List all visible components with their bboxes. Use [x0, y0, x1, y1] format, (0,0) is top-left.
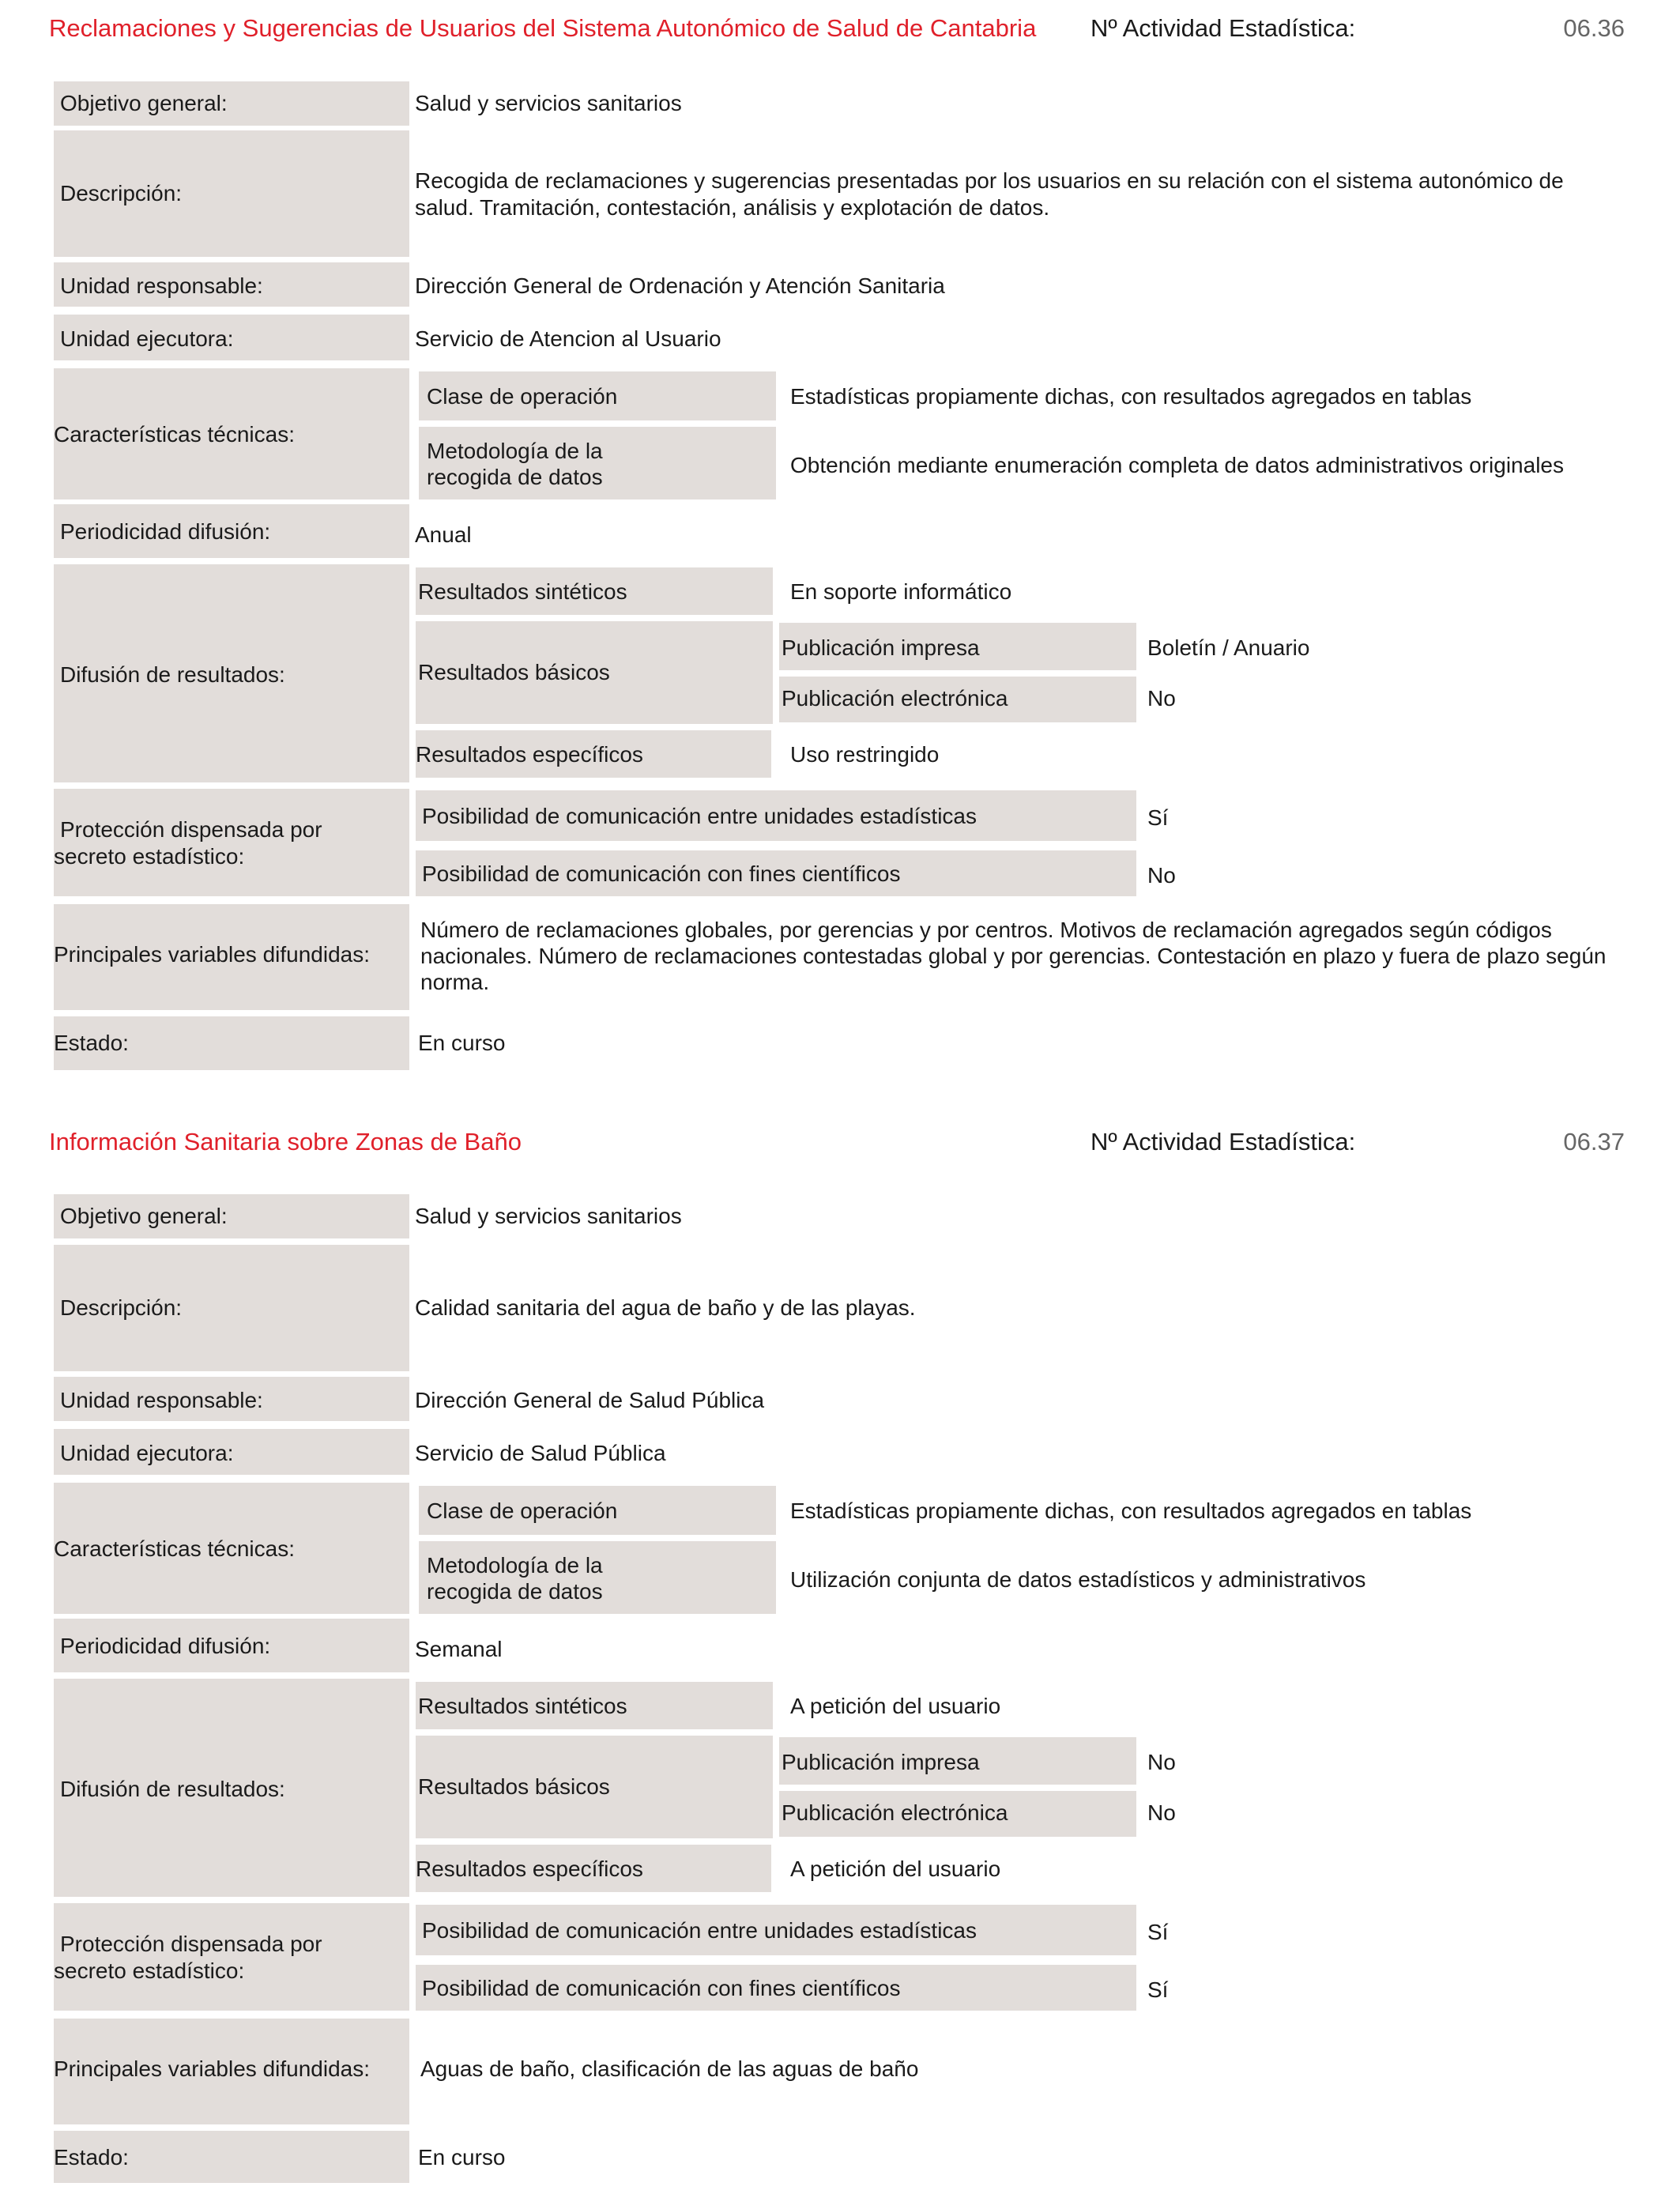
com-cientificos-value: Sí — [1147, 1977, 1169, 2002]
unidad-responsable-label: Unidad responsable: — [60, 273, 263, 298]
sinteticos-label: Resultados sintéticos — [418, 1694, 627, 1718]
activity-number: 06.36 — [1563, 14, 1625, 42]
periodicidad-label: Periodicidad difusión: — [60, 1634, 271, 1658]
basicos-label: Resultados básicos — [418, 660, 610, 684]
unidad-ejecutora-value: Servicio de Atencion al Usuario — [415, 326, 721, 351]
variables-value: Aguas de baño, clasificación de las aguas de baño — [420, 2056, 919, 2081]
especificos-label: Resultados específicos — [416, 742, 643, 767]
com-unidades-value: Sí — [1147, 805, 1169, 830]
pub-impresa-label: Publicación impresa — [782, 1750, 980, 1774]
objetivo-label: Objetivo general: — [60, 91, 228, 115]
proteccion-label: Protección dispensada por secreto estadístico: — [54, 1932, 322, 1983]
pub-impresa-value: No — [1147, 1750, 1176, 1774]
pub-electronica-label: Publicación electrónica — [782, 1800, 1008, 1825]
unidad-responsable-label: Unidad responsable: — [60, 1388, 263, 1412]
variables-label: Principales variables difundidas: — [54, 942, 370, 967]
activity-number-label: Nº Actividad Estadística: — [1090, 14, 1356, 42]
metodologia-label: Metodología de la recogida de datos — [427, 439, 603, 489]
estado-value: En curso — [418, 2145, 506, 2169]
caracteristicas-label: Características técnicas: — [54, 422, 295, 447]
activity-number: 06.37 — [1563, 1128, 1625, 1155]
clase-operacion-value: Estadísticas propiamente dichas, con resultados agregados en tablas — [790, 384, 1472, 409]
objetivo-label: Objetivo general: — [60, 1204, 228, 1228]
descripcion-value: Calidad sanitaria del agua de baño y de las playas. — [415, 1295, 916, 1320]
proteccion-label: Protección dispensada por secreto estadístico: — [54, 817, 322, 869]
estado-label: Estado: — [54, 2145, 129, 2169]
periodicidad-value: Anual — [415, 522, 472, 547]
objetivo-value: Salud y servicios sanitarios — [415, 91, 682, 115]
metodologia-value: Utilización conjunta de datos estadísticos y administrativos — [790, 1567, 1366, 1592]
pub-electronica-label: Publicación electrónica — [782, 686, 1008, 711]
descripcion-label: Descripción: — [60, 181, 183, 205]
sinteticos-value: A petición del usuario — [790, 1694, 1001, 1718]
com-cientificos-label: Posibilidad de comunicación con fines científicos — [422, 1976, 901, 2000]
metodologia-value: Obtención mediante enumeración completa de datos administrativos originales — [790, 453, 1564, 477]
basicos-label: Resultados básicos — [418, 1774, 610, 1799]
unidad-ejecutora-label: Unidad ejecutora: — [60, 326, 234, 351]
section-title: Información Sanitaria sobre Zonas de Baño — [49, 1128, 522, 1155]
clase-operacion-value: Estadísticas propiamente dichas, con resultados agregados en tablas — [790, 1498, 1472, 1523]
pub-impresa-value: Boletín / Anuario — [1147, 635, 1310, 660]
pub-electronica-value: No — [1147, 686, 1176, 711]
sinteticos-value: En soporte informático — [790, 579, 1012, 604]
clase-operacion-label: Clase de operación — [427, 384, 618, 409]
especificos-value: Uso restringido — [790, 742, 940, 767]
unidad-ejecutora-value: Servicio de Salud Pública — [415, 1441, 666, 1465]
periodicidad-label: Periodicidad difusión: — [60, 519, 271, 544]
unidad-responsable-value: Dirección General de Ordenación y Atención Sanitaria — [415, 273, 945, 298]
section-title: Reclamaciones y Sugerencias de Usuarios del Sistema Autonómico de Salud de Cantabria — [49, 14, 1037, 42]
activity-number-label: Nº Actividad Estadística: — [1090, 1128, 1356, 1155]
periodicidad-value: Semanal — [415, 1637, 503, 1661]
especificos-value: A petición del usuario — [790, 1857, 1001, 1881]
com-unidades-label: Posibilidad de comunicación entre unidades estadísticas — [422, 1918, 977, 1943]
sinteticos-label: Resultados sintéticos — [418, 579, 627, 604]
estado-value: En curso — [418, 1031, 506, 1055]
com-cientificos-label: Posibilidad de comunicación con fines científicos — [422, 861, 901, 886]
com-cientificos-value: No — [1147, 863, 1176, 888]
difusion-label: Difusión de resultados: — [60, 662, 285, 687]
especificos-label: Resultados específicos — [416, 1857, 643, 1881]
metodologia-label: Metodología de la recogida de datos — [427, 1553, 603, 1604]
descripcion-label: Descripción: — [60, 1295, 183, 1320]
pub-impresa-label: Publicación impresa — [782, 635, 980, 660]
unidad-ejecutora-label: Unidad ejecutora: — [60, 1441, 234, 1465]
section-06-37 — [0, 1113, 1680, 2194]
difusion-label: Difusión de resultados: — [60, 1777, 285, 1801]
objetivo-value: Salud y servicios sanitarios — [415, 1204, 682, 1228]
com-unidades-value: Sí — [1147, 1920, 1169, 1944]
estado-label: Estado: — [54, 1031, 129, 1055]
descripcion-value: Recogida de reclamaciones y sugerencias presentadas por los usuarios en su relación con el sistema autonómico de salud. Tramitación, contestación, análisis y explotación de datos. — [415, 168, 1564, 220]
com-unidades-label: Posibilidad de comunicación entre unidades estadísticas — [422, 804, 977, 828]
variables-value: Número de reclamaciones globales, por gerencias y por centros. Motivos de reclamación agregados según códigos nacionales. Número de reclamaciones contestadas global y por gerencias. Contestación en plazo y fuera de plazo según norma. — [420, 918, 1607, 994]
clase-operacion-label: Clase de operación — [427, 1498, 618, 1523]
caracteristicas-label: Características técnicas: — [54, 1536, 295, 1561]
unidad-responsable-value: Dirección General de Salud Pública — [415, 1388, 765, 1412]
pub-electronica-value: No — [1147, 1800, 1176, 1825]
variables-label: Principales variables difundidas: — [54, 2056, 370, 2081]
